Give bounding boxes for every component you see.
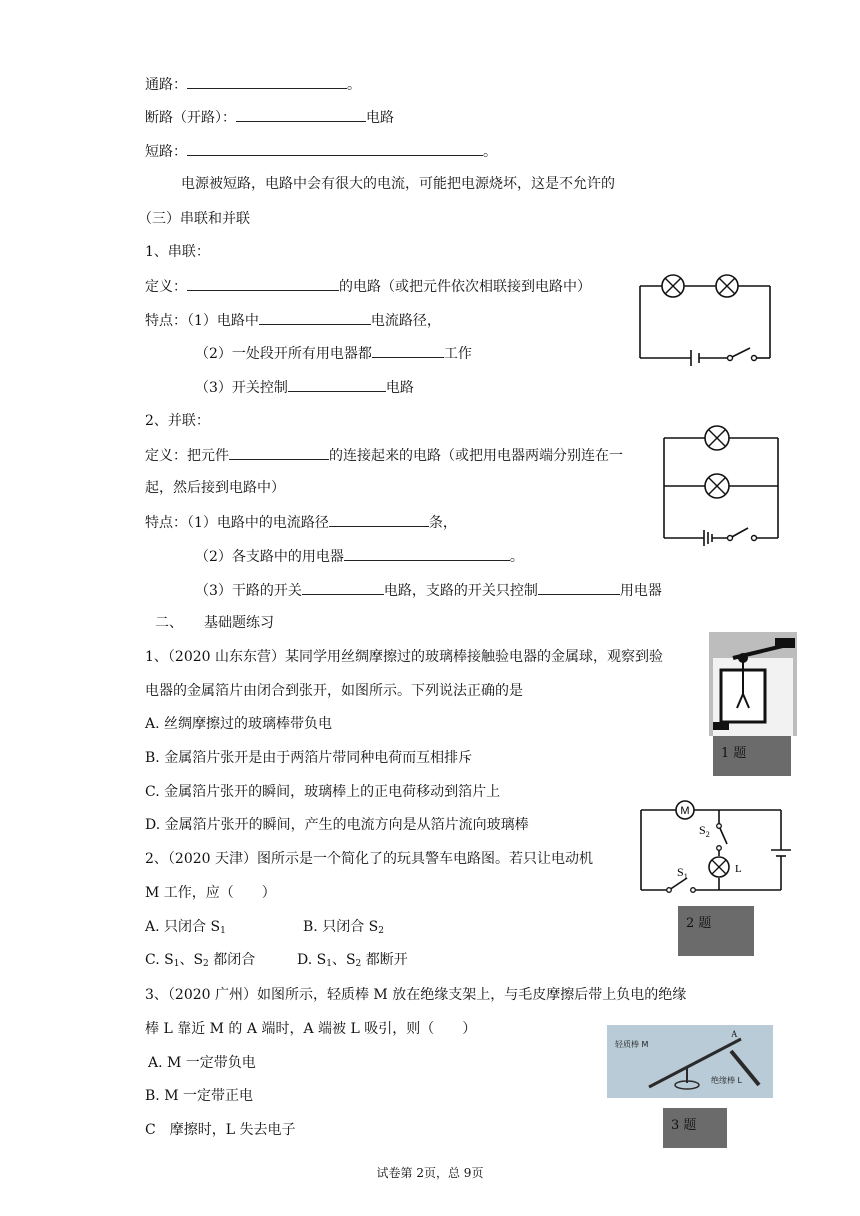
- blank: [259, 310, 371, 325]
- q2-option-a: A. 只闭合 $S_1$: [145, 919, 226, 936]
- svg-text:轻质棒 M: 轻质棒 M: [615, 1040, 649, 1049]
- svg-text:S1: $S_1$: [677, 865, 688, 881]
- q3-option-a: A. M 一定带负电: [148, 1055, 256, 1071]
- q2-option-b: B. 只闭合 $S_2$: [303, 919, 384, 936]
- q2-option-c: C. $S_1$、$S_2$ 都闭合: [145, 952, 256, 969]
- q1-option-d: D. 金属箔片张开的瞬间，产生的电流方向是从箔片流向玻璃棒: [145, 817, 529, 833]
- blank: [329, 512, 429, 527]
- motor-icon: [676, 801, 694, 819]
- police-car-circuit-diagram: [631, 788, 799, 906]
- parallel-title: 2、并联：: [145, 413, 210, 429]
- open-circuit-line: 断路（开路）： 电路: [145, 107, 394, 128]
- blank: [302, 580, 384, 595]
- series-feature-1: 特点：（1）电路中 电流路径，: [145, 310, 441, 331]
- parallel-definition-cont: 起，然后接到电路中）: [145, 480, 285, 496]
- q1-stem-1: 1、（2020 山东东营）某同学用丝绸摩擦过的玻璃棒接触验电器的金属球，观察到验: [145, 649, 663, 665]
- parallel-feature-3: （3）干路的开关 电路，支路的开关只控制 用电器: [195, 580, 662, 601]
- q2-stem-2: M 工作，应（ ）: [145, 885, 276, 901]
- q2-option-d: D. $S_1$、$S_2$ 都断开: [297, 952, 408, 969]
- q3-stem-2: 棒 L 靠近 M 的 A 端时，A 端被 L 吸引，则（ ）: [145, 1021, 477, 1037]
- short-circuit-line: 短路： 。: [145, 141, 497, 162]
- lamp-icon: [705, 474, 729, 498]
- parallel-circuit-diagram: [660, 420, 782, 550]
- blank: [187, 141, 483, 156]
- lamp-icon: [716, 275, 738, 297]
- blank: [229, 445, 329, 460]
- lamp-icon: [705, 426, 729, 450]
- parallel-definition: 定义：把元件 的连接起来的电路（或把用电器两端分别连在一: [145, 445, 623, 466]
- q3-option-c: C 摩擦时，L 失去电子: [145, 1122, 296, 1138]
- series-feature-2: （2）一处段开所有用电器都 工作: [195, 343, 472, 364]
- parallel-feature-1: 特点：（1）电路中的电流路径 条，: [145, 512, 457, 533]
- short-circuit-note: 电源被短路，电路中会有很大的电流，可能把电源烧坏，这是不允许的: [181, 176, 615, 192]
- blank: [344, 546, 510, 561]
- path-line: 通路： 。: [145, 74, 361, 95]
- charged-rod-figure: [607, 1025, 773, 1098]
- series-definition: 定义： 的电路（或把元件依次相联接到电路中）: [145, 276, 591, 297]
- section2-title: 二、 基础题练习: [155, 615, 274, 631]
- series-feature-3: （3）开关控制 电路: [195, 377, 414, 398]
- lamp-icon: [662, 275, 684, 297]
- svg-text:L: L: [735, 863, 742, 875]
- q1-option-b: B. 金属箔片张开是由于两箔片带同种电荷而互相排斥: [145, 750, 473, 766]
- q1-stem-2: 电器的金属箔片由闭合到张开，如图所示。下列说法正确的是: [145, 683, 523, 699]
- q3-option-b: B. M 一定带正电: [145, 1088, 253, 1104]
- blank: [236, 107, 366, 122]
- series-circuit-diagram: [636, 268, 776, 366]
- q2-stem-1: 2、（2020 天津）图所示是一个简化了的玩具警车电路图。若只让电动机: [145, 851, 593, 867]
- blank: [187, 74, 347, 89]
- svg-text:A: A: [731, 1029, 738, 1039]
- blank: [372, 343, 444, 358]
- series-title: 1、串联：: [145, 244, 210, 260]
- parallel-feature-2: （2）各支路中的用电器 。: [195, 546, 524, 567]
- q1-option-a: A. 丝绸摩擦过的玻璃棒带负电: [145, 716, 333, 732]
- q3-figure-label: 3 题: [663, 1108, 727, 1148]
- svg-text:S2: $S_2$: [699, 823, 710, 839]
- blank: [187, 276, 339, 291]
- blank: [288, 377, 386, 392]
- svg-text:绝缘棒 L: 绝缘棒 L: [711, 1076, 742, 1085]
- blank: [538, 580, 620, 595]
- q2-figure-label: 2 题: [678, 906, 754, 956]
- q1-option-c: C. 金属箔片张开的瞬间，玻璃棒上的正电荷移动到箔片上: [145, 784, 501, 800]
- electroscope-figure: [709, 632, 797, 736]
- q1-figure-label: 1 题: [713, 736, 791, 776]
- page-footer: 试卷第 2页，总 9页: [376, 1166, 484, 1180]
- svg-text:M: M: [680, 805, 690, 817]
- lamp-icon: [709, 857, 729, 877]
- q3-stem-1: 3、（2020 广州）如图所示，轻质棒 M 放在绝缘支架上，与毛皮摩擦后带上负电的绝缘: [145, 987, 687, 1003]
- section3-title: （三）串联和并联: [138, 211, 250, 227]
